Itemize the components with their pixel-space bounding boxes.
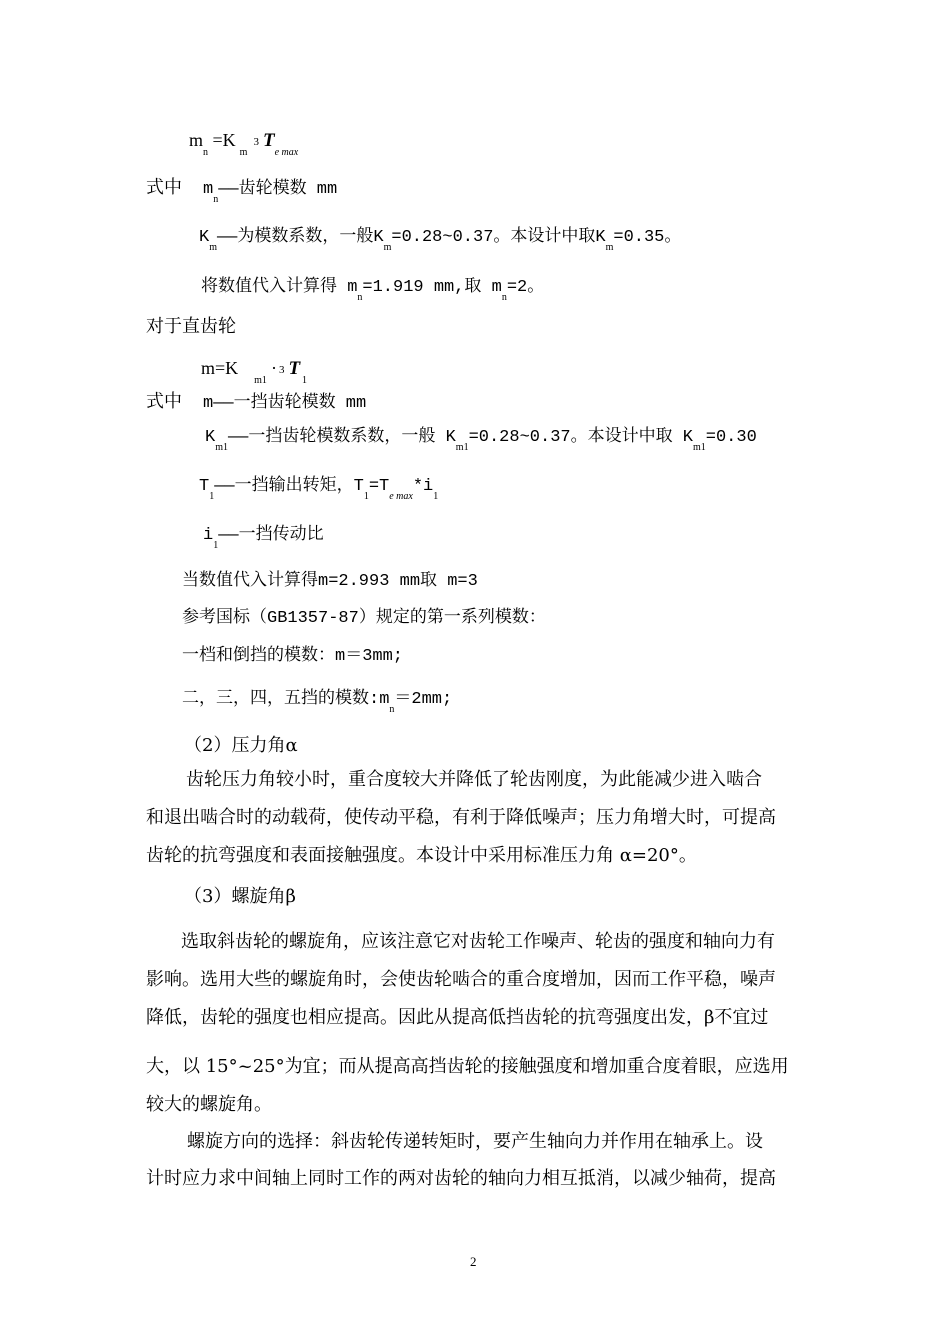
definition-line (146, 176, 337, 203)
paragraph-line: 大，以 15°~25°为宜；而从提高高挡齿轮的接触强度和增加重合度着眼，应选用 (146, 1056, 789, 1077)
section-line: 对于直齿轮 (146, 316, 236, 337)
subscript: m (239, 147, 248, 158)
subscript: 1 (213, 540, 219, 551)
reference-line: 参考国标（GB1357-87）规定的第一系列模数： (182, 609, 546, 628)
text: =0.30 (705, 428, 757, 447)
result-line (201, 276, 544, 301)
symbol: =K (208, 130, 236, 150)
text: ——为模数系数，一般K (216, 228, 384, 247)
paragraph-line: 影响。选用大些的螺旋角时，会使齿轮啮合的重合度增加，因而工作平稳，噪声 (146, 969, 776, 990)
text: ＝2mm; (394, 690, 453, 709)
symbol: T (199, 477, 210, 496)
label: 式中 (146, 177, 182, 198)
page-number: 2 (470, 1254, 477, 1269)
subscript: n (213, 194, 219, 205)
text: =2。 (506, 278, 545, 297)
subscript: n (203, 147, 209, 158)
text: 将数值代入计算得 m (201, 278, 358, 297)
section-heading-helix-angle: （3）螺旋角β (184, 886, 296, 907)
module-line: 一档和倒挡的模数：m＝3mm; (182, 647, 404, 666)
subscript: 1 (363, 491, 369, 502)
subscript: e max (389, 491, 413, 502)
symbol: K (199, 228, 210, 247)
subscript: n (501, 292, 507, 303)
paragraph-line: 齿轮的抗弯强度和表面接触强度。本设计中采用标准压力角 α=20°。 (146, 845, 697, 866)
root-index: 3 (278, 364, 285, 376)
subscript: m (209, 242, 217, 253)
text: ——一挡传动比 (218, 526, 324, 545)
label: 式中 (146, 391, 182, 412)
symbol: i (203, 526, 214, 545)
symbol: T (262, 130, 275, 151)
text: m——一挡齿轮模数 mm (203, 394, 367, 413)
text: =0.28~0.37。本设计中取K (391, 228, 606, 247)
paragraph-line: 较大的螺旋角。 (146, 1094, 272, 1115)
symbol: m=K (201, 358, 239, 378)
text: ——一挡输出转矩，T (214, 477, 364, 496)
definition-line (146, 390, 366, 416)
subscript: 1 (302, 375, 308, 386)
definition-line (203, 524, 324, 549)
text: ——齿轮模数 mm (218, 180, 338, 199)
result-line: 当数值代入计算得m=2.993 mm取 m=3 (182, 572, 478, 591)
text: 二，三，四，五挡的模数:m (182, 690, 390, 709)
definition-line (199, 226, 681, 251)
subscript: m1 (693, 442, 706, 453)
paragraph-line: 降低，齿轮的强度也相应提高。因此从提高低挡齿轮的抗弯强度出发，β不宜过 (146, 1007, 769, 1028)
symbol: m (189, 130, 204, 150)
paragraph-line: 和退出啮合时的动载荷，使传动平稳，有利于降低噪声；压力角增大时，可提高 (146, 807, 776, 828)
module-line (182, 688, 452, 713)
subscript: 1 (433, 491, 439, 502)
paragraph-line: 螺旋方向的选择：斜齿轮传递转矩时，要产生轴向力并作用在轴承上。设 (187, 1131, 763, 1152)
subscript: m (383, 242, 392, 253)
subscript: 1 (209, 491, 215, 502)
subscript: m1 (455, 442, 469, 453)
subscript: m (605, 242, 614, 253)
text: =T (368, 477, 390, 496)
section-heading-pressure-angle: （2）压力角α (184, 735, 298, 756)
definition-line (205, 426, 757, 451)
symbol: m (203, 180, 214, 199)
subscript: n (389, 704, 395, 715)
formula-module-helical (189, 128, 298, 156)
subscript: n (357, 292, 363, 303)
symbol: K (205, 428, 216, 447)
text: ——一挡齿轮模数系数，一般 K (227, 428, 456, 447)
definition-line (199, 475, 438, 500)
subscript: e max (274, 147, 299, 158)
root-index: 3 (253, 136, 259, 148)
subscript: m1 (254, 375, 267, 386)
formula-module-spur (201, 356, 307, 384)
paragraph-line: 计时应力求中间轴上同时工作的两对齿轮的轴向力相互抵消，以减少轴荷，提高 (146, 1168, 776, 1189)
text: =0.35。 (613, 228, 682, 247)
text: *i (412, 477, 434, 496)
symbol: T (288, 358, 301, 379)
paragraph-line: 齿轮压力角较小时，重合度较大并降低了轮齿刚度，为此能减少进入啮合 (186, 769, 762, 790)
symbol: · (270, 358, 277, 378)
subscript: m1 (215, 442, 228, 453)
text: =1.919 mm,取 m (362, 278, 502, 297)
paragraph-line: 选取斜齿轮的螺旋角，应该注意它对齿轮工作噪声、轮齿的强度和轴向力有 (181, 931, 775, 952)
text: =0.28~0.37。本设计中取 K (468, 428, 693, 447)
